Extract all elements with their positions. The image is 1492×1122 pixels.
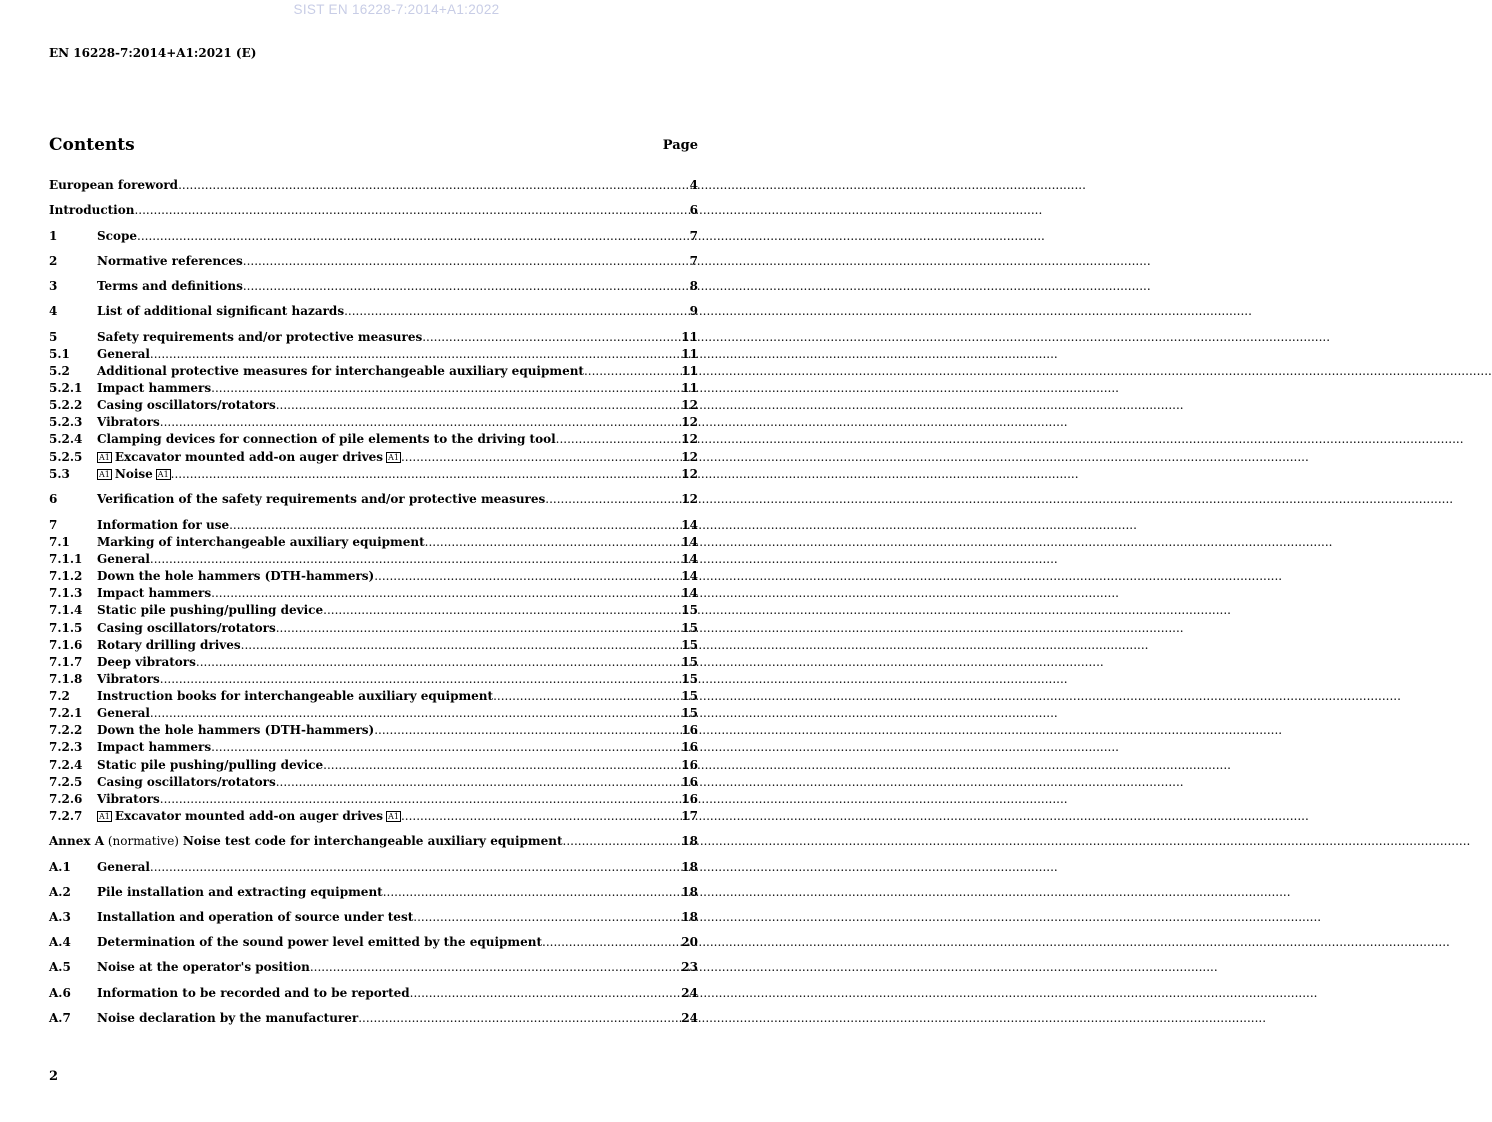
toc-entry-title-text: General — [97, 860, 150, 874]
toc-entry-title-text: List of additional significant hazards — [97, 304, 345, 318]
toc-entry-page: 11 — [681, 347, 698, 361]
toc-leader-dots — [344, 303, 689, 320]
toc-entry[interactable] — [49, 791, 698, 808]
toc-entry[interactable] — [49, 833, 698, 850]
toc-entry-number: 7.1.2 — [49, 569, 83, 583]
toc-entry-page: 16 — [681, 723, 698, 737]
toc-entry-title-text: Marking of interchangeable auxiliary equipment — [97, 535, 425, 549]
toc-entry-title-text: Down the hole hammers (DTH-hammers) — [97, 569, 375, 583]
toc-entry[interactable] — [49, 722, 698, 739]
toc-entry-title-text: Scope — [97, 229, 138, 243]
toc-leader-dots — [374, 568, 680, 585]
toc-entry-page: 24 — [681, 986, 698, 1000]
toc-leader-dots — [160, 791, 681, 808]
toc-leader-dots — [422, 329, 680, 346]
toc-entry-title-text: Static pile pushing/pulling device — [97, 603, 324, 617]
toc-entry[interactable] — [49, 585, 698, 602]
toc-entry[interactable] — [49, 517, 698, 534]
toc-leader-dots — [211, 380, 680, 397]
page-column-label: Page — [662, 138, 698, 153]
toc-entry[interactable] — [49, 859, 698, 876]
toc-entry-number: 7.2.2 — [49, 723, 83, 737]
toc-entry-page: 16 — [681, 740, 698, 754]
toc-entry-number: 5.2.2 — [49, 398, 83, 412]
toc-entry-number: 7.2.5 — [49, 775, 83, 789]
toc-entry-number: 5.1 — [49, 347, 70, 361]
toc-entry-title-text: Normative references — [97, 254, 243, 268]
toc-entry-number: 6 — [49, 492, 58, 506]
toc-entry-title-text: Additional protective measures for interchangeable auxiliary equipment — [97, 364, 584, 378]
toc-entry-title-text: Safety requirements and/or protective measures — [97, 330, 423, 344]
toc-entry-page: 12 — [681, 492, 698, 506]
toc-leader-dots — [374, 722, 680, 739]
toc-entry-page: 9 — [689, 304, 698, 318]
toc-leader-dots — [134, 202, 688, 219]
toc-entry-page: 11 — [681, 381, 698, 395]
toc-entry-title-text: Clamping devices for connection of pile elements to the driving tool — [97, 432, 556, 446]
toc-leader-dots — [171, 466, 681, 483]
amendment-start-marker: A1 — [99, 470, 110, 479]
toc-entry-title-text: Vibrators — [97, 415, 160, 429]
toc-entry-page: 12 — [681, 432, 698, 446]
toc-entry-title — [97, 705, 150, 722]
toc-entry-page: 7 — [689, 254, 698, 268]
toc-entry[interactable] — [49, 688, 698, 705]
toc-entry-title-text: Rotary drilling drives — [97, 638, 241, 652]
toc-leader-dots — [229, 517, 680, 534]
toc-leader-dots — [413, 909, 680, 926]
toc-entry-page: 20 — [681, 935, 698, 949]
toc-leader-dots — [137, 228, 689, 245]
toc-leader-dots — [410, 985, 681, 1002]
toc-entry-number: A.1 — [49, 860, 71, 874]
toc-entry-title-text: General — [97, 552, 150, 566]
toc-entry-title-text: Excavator mounted add-on auger drives — [114, 450, 384, 464]
toc-entry-page: 14 — [681, 535, 698, 549]
toc-entry-page: 14 — [681, 552, 698, 566]
toc-entry-title — [97, 449, 401, 466]
toc-entry-title — [97, 534, 425, 551]
toc-entry-number: 5.2.1 — [49, 381, 83, 395]
toc-entry-title — [97, 253, 243, 270]
toc-entry[interactable] — [49, 380, 698, 397]
toc-entry-number: 7.2.6 — [49, 792, 83, 806]
toc-entry[interactable] — [49, 329, 698, 346]
toc-entry-title — [49, 833, 563, 850]
toc-entry[interactable] — [49, 346, 698, 363]
toc-entry[interactable] — [49, 253, 698, 270]
toc-entry-title-text: Casing oscillators/rotators — [97, 398, 276, 412]
toc-entry-title-text: Verification of the safety requirements and/or protective measures — [97, 492, 546, 506]
toc-entry-title-text: Information to be recorded and to be reported — [97, 986, 410, 1000]
toc-entry-title-text: Introduction — [49, 203, 135, 217]
toc-entry-number: 7.1.5 — [49, 621, 83, 635]
toc-leader-dots — [276, 620, 681, 637]
watermark: SIST EN 16228-7:2014+A1:2022 — [293, 2, 500, 17]
toc-entry-page: 15 — [681, 603, 698, 617]
toc-entry-number: 7.2.3 — [49, 740, 83, 754]
toc-leader-dots — [243, 278, 689, 295]
toc-entry-number: A.2 — [49, 885, 71, 899]
toc-entry-page: 4 — [689, 178, 698, 192]
toc-entry-title-text: Instruction books for interchangeable auxiliary equipment — [97, 689, 494, 703]
toc-entry-number: 7.1.4 — [49, 603, 83, 617]
toc-entry-title-text: Static pile pushing/pulling device — [97, 758, 324, 772]
toc-entry[interactable] — [49, 278, 698, 295]
toc-entry-page: 8 — [689, 279, 698, 293]
amendment-end-marker: A1 — [388, 812, 399, 821]
toc-entry[interactable] — [49, 985, 698, 1002]
toc-leader-dots — [323, 757, 680, 774]
toc-entry[interactable] — [49, 177, 698, 194]
toc-entry-number: A.7 — [49, 1011, 71, 1025]
toc-entry[interactable] — [49, 808, 698, 825]
toc-entry-page: 12 — [681, 467, 698, 481]
toc-entry-page: 7 — [689, 229, 698, 243]
toc-entry-title — [97, 466, 171, 483]
amendment-start-marker: A1 — [99, 453, 110, 462]
toc-entry-title-text: Vibrators — [97, 792, 160, 806]
toc-entry-number: 5.2.3 — [49, 415, 83, 429]
toc-entry-title-text: Down the hole hammers (DTH-hammers) — [97, 723, 375, 737]
toc-entry-number: 7.1.1 — [49, 552, 83, 566]
toc-entry-page: 14 — [681, 569, 698, 583]
toc-entry-title-text: Impact hammers — [97, 381, 212, 395]
toc-leader-dots — [178, 177, 689, 194]
toc-entry-page: 18 — [681, 834, 698, 848]
toc-entry-title — [97, 791, 160, 808]
toc-entry-page: 14 — [681, 518, 698, 532]
toc-entry-title — [97, 884, 383, 901]
toc-entry[interactable] — [49, 568, 698, 585]
footer-page-number: 2 — [49, 1069, 59, 1084]
toc-leader-dots — [563, 833, 681, 850]
toc-entry-title-text: Pile installation and extracting equipment — [97, 885, 383, 899]
toc-entry-number: 5.3 — [49, 467, 70, 481]
toc-entry-title-text: Deep vibrators — [97, 655, 196, 669]
toc-leader-dots — [383, 884, 681, 901]
toc-leader-dots — [584, 363, 680, 380]
toc-leader-dots — [425, 534, 681, 551]
toc-entry[interactable] — [49, 705, 698, 722]
toc-entry-page: 12 — [681, 450, 698, 464]
toc-entry[interactable] — [49, 884, 698, 901]
toc-entry-title — [97, 517, 229, 534]
toc-entry-page: 15 — [681, 638, 698, 652]
toc-entry-number: 5.2 — [49, 364, 70, 378]
toc-entry-title — [97, 985, 410, 1002]
toc-entry-title-text: Annex A — [49, 834, 105, 848]
toc-leader-dots — [276, 397, 681, 414]
toc-entry-title — [97, 431, 556, 448]
toc-entry-number: 7.2.4 — [49, 758, 83, 772]
toc-entry-page: 16 — [681, 775, 698, 789]
toc-entry-number: 1 — [49, 229, 58, 243]
toc-entry-title — [97, 808, 401, 825]
toc-entry-number: 7.1.3 — [49, 586, 83, 600]
toc-entry-number: 7.1.7 — [49, 655, 83, 669]
toc-leader-dots — [150, 551, 680, 568]
toc-entry-page: 16 — [681, 792, 698, 806]
annex-qualifier: (normative) — [104, 834, 183, 848]
toc-entry-page: 11 — [681, 330, 698, 344]
toc-entry-page: 24 — [681, 1011, 698, 1025]
toc-leader-dots — [196, 654, 680, 671]
toc-entry-number: 4 — [49, 304, 58, 318]
toc-entry-title — [97, 278, 243, 295]
toc-entry[interactable] — [49, 363, 698, 380]
toc-entry[interactable] — [49, 671, 698, 688]
toc-entry[interactable] — [49, 228, 698, 245]
toc-leader-dots — [241, 637, 681, 654]
toc-entry[interactable] — [49, 602, 698, 619]
amendment-end-marker: A1 — [388, 453, 399, 462]
toc-entry[interactable] — [49, 909, 698, 926]
toc-entry-title — [97, 859, 150, 876]
toc-entry-title-text: Noise declaration by the manufacturer — [97, 1011, 359, 1025]
toc-entry-title-text: Impact hammers — [97, 740, 212, 754]
toc-leader-dots — [150, 346, 680, 363]
toc-entry-page: 11 — [681, 364, 698, 378]
toc-entry[interactable] — [49, 959, 698, 976]
toc-entry-title — [97, 637, 241, 654]
toc-entry-title — [97, 671, 160, 688]
toc-entry-title-text: Information for use — [97, 518, 230, 532]
toc-entry[interactable] — [49, 1010, 698, 1027]
annex-title-text: Noise test code for interchangeable auxiliary equipment — [182, 834, 563, 848]
toc-entry[interactable] — [49, 774, 698, 791]
toc-entry-page: 15 — [681, 672, 698, 686]
toc-leader-dots — [545, 491, 680, 508]
toc-entry[interactable] — [49, 934, 698, 951]
toc-entry-title-text: Casing oscillators/rotators — [97, 775, 276, 789]
toc-entry-title-text: Noise — [114, 467, 153, 481]
toc-entry-title — [97, 774, 276, 791]
toc-entry-title — [97, 363, 584, 380]
toc-entry-number: 3 — [49, 279, 58, 293]
toc-entry-title — [49, 202, 134, 219]
toc-entry[interactable] — [49, 551, 698, 568]
toc-entry-number: 7.1.6 — [49, 638, 83, 652]
toc-entry-title — [97, 303, 344, 320]
toc-entry-number: A.6 — [49, 986, 71, 1000]
toc-entry-page: 17 — [681, 809, 698, 823]
toc-entry-title — [97, 346, 150, 363]
toc-entry-page: 15 — [681, 621, 698, 635]
toc-entry-title — [97, 654, 196, 671]
toc-entry-page: 18 — [681, 860, 698, 874]
toc-leader-dots — [160, 414, 681, 431]
toc-entry-title — [97, 909, 413, 926]
toc-entry-number: 7.1 — [49, 535, 70, 549]
toc-entry-title-text: General — [97, 706, 150, 720]
toc-leader-dots — [542, 934, 680, 951]
toc-entry-number: 5.2.4 — [49, 432, 83, 446]
toc-entry-title — [97, 397, 276, 414]
toc-entry-title — [97, 414, 160, 431]
toc-entry[interactable] — [49, 534, 698, 551]
toc-entry-title — [97, 757, 323, 774]
amendment-end-marker: A1 — [157, 470, 169, 479]
toc-entry-number: 5.2.5 — [49, 450, 83, 464]
toc-entry-page: 12 — [681, 398, 698, 412]
toc-entry-page: 16 — [681, 758, 698, 772]
toc-entry-title-text: Casing oscillators/rotators — [97, 621, 276, 635]
toc-entry-title-text: Impact hammers — [97, 586, 212, 600]
toc-entry-number: 7.2 — [49, 689, 70, 703]
toc-entry-page: 6 — [689, 203, 698, 217]
toc-entry-number: 5 — [49, 330, 58, 344]
toc-leader-dots — [401, 449, 680, 466]
toc-entry-title — [97, 739, 211, 756]
toc-entry[interactable] — [49, 739, 698, 756]
toc-entry-number: 7.1.8 — [49, 672, 83, 686]
toc-entry-number: A.3 — [49, 910, 71, 924]
toc-entry-title — [97, 1010, 358, 1027]
toc-entry-title — [97, 568, 374, 585]
toc-leader-dots — [556, 431, 681, 448]
toc-entry-page: 12 — [681, 415, 698, 429]
toc-leader-dots — [493, 688, 680, 705]
toc-entry[interactable] — [49, 757, 698, 774]
toc-leader-dots — [276, 774, 681, 791]
toc-entry[interactable] — [49, 620, 698, 637]
toc-entry-page: 15 — [681, 689, 698, 703]
document-header: EN 16228-7:2014+A1:2021 (E) — [49, 46, 257, 60]
toc-entry-title — [97, 934, 542, 951]
toc-entry-number: 7.2.7 — [49, 809, 83, 823]
toc-entry[interactable] — [49, 449, 698, 466]
toc-entry-title — [97, 228, 137, 245]
toc-entry-title — [97, 380, 211, 397]
toc-entry-title — [97, 688, 493, 705]
toc-entry[interactable] — [49, 654, 698, 671]
toc-entry[interactable] — [49, 414, 698, 431]
toc-entry-title-text: General — [97, 347, 150, 361]
toc-entry-page: 14 — [681, 586, 698, 600]
contents-title: Contents — [49, 135, 135, 155]
toc-leader-dots — [150, 705, 680, 722]
toc-entry-title-text: Terms and definitions — [97, 279, 243, 293]
toc-entry-title — [97, 620, 276, 637]
toc-entry[interactable] — [49, 431, 698, 448]
toc-entry-title — [97, 329, 422, 346]
toc-entry-page: 15 — [681, 706, 698, 720]
toc-entry-page: 18 — [681, 910, 698, 924]
toc-leader-dots — [323, 602, 680, 619]
toc-entry-title — [49, 177, 178, 194]
toc-entry-title-text: Vibrators — [97, 672, 160, 686]
toc-entry-title — [97, 602, 323, 619]
toc-entry-title — [97, 959, 310, 976]
toc-leader-dots — [160, 671, 681, 688]
toc-leader-dots — [358, 1010, 680, 1027]
amendment-start-marker: A1 — [99, 812, 110, 821]
toc-entry-title — [97, 491, 545, 508]
toc-leader-dots — [211, 739, 680, 756]
toc-entry-page: 18 — [681, 885, 698, 899]
toc-leader-dots — [243, 253, 689, 270]
toc-entry-page: 23 — [681, 960, 698, 974]
toc-entry-number: 7 — [49, 518, 58, 532]
toc-entry[interactable] — [49, 637, 698, 654]
toc-entry-number: A.4 — [49, 935, 71, 949]
toc-leader-dots — [150, 859, 680, 876]
toc-leader-dots — [310, 959, 680, 976]
toc-entry-number: 2 — [49, 254, 58, 268]
toc-entry-title — [97, 551, 150, 568]
toc-entry-page: 15 — [681, 655, 698, 669]
toc-entry-title — [97, 722, 374, 739]
toc-entry[interactable] — [49, 202, 698, 219]
toc-leader-dots — [211, 585, 680, 602]
toc-leader-dots — [401, 808, 680, 825]
toc-entry[interactable] — [49, 491, 698, 508]
toc-entry[interactable] — [49, 466, 698, 483]
toc-entry[interactable] — [49, 397, 698, 414]
toc-entry-title-text: Determination of the sound power level emitted by the equipment — [97, 935, 543, 949]
toc-entry-title-text: European foreword — [49, 178, 179, 192]
toc-entry-title-text: Installation and operation of source under test — [97, 910, 414, 924]
toc-entry-title-text: Noise at the operator's position — [97, 960, 310, 974]
toc-entry[interactable] — [49, 303, 698, 320]
toc-entry-title-text: Excavator mounted add-on auger drives — [114, 809, 384, 823]
toc-entry-title — [97, 585, 211, 602]
toc-entry-number: A.5 — [49, 960, 71, 974]
toc-entry-number: 7.2.1 — [49, 706, 83, 720]
